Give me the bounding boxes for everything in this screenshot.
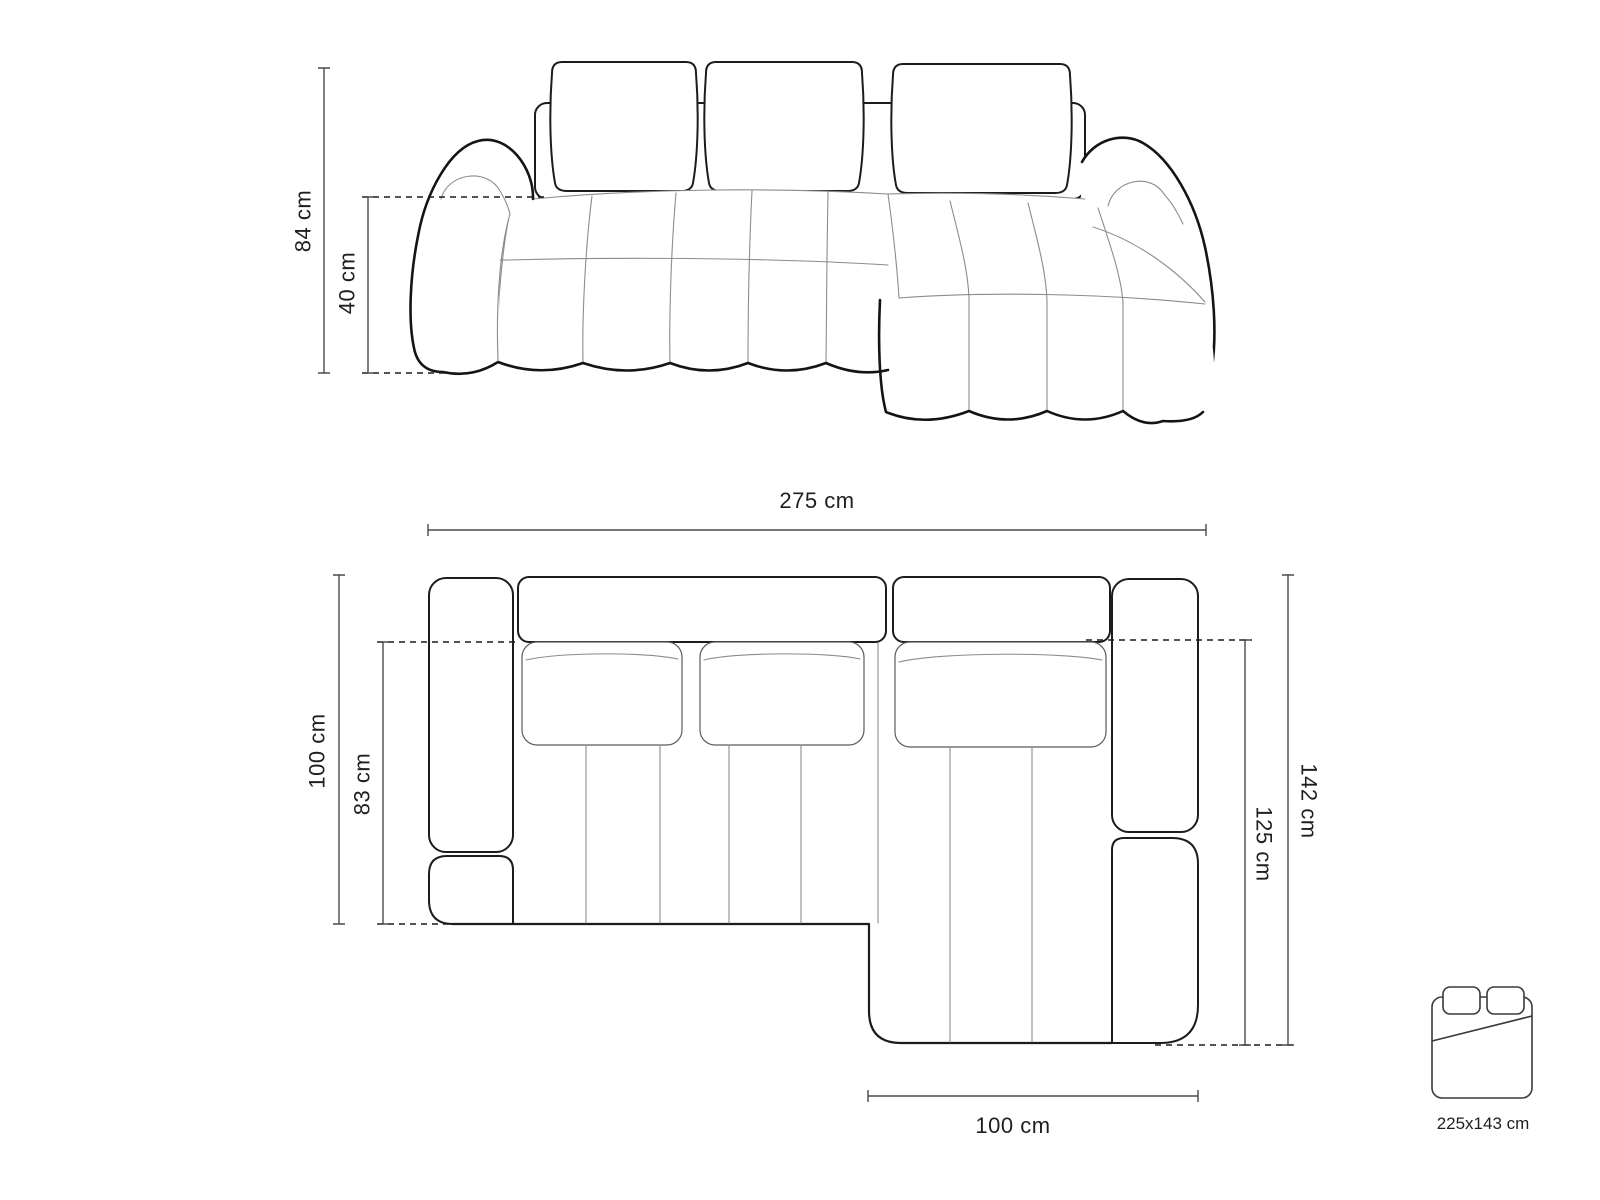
plan-chaise-outline (869, 924, 1112, 1043)
plan-backrest-right (893, 577, 1110, 642)
bed-pillow-left (1443, 987, 1480, 1014)
top-view (305, 488, 1322, 1138)
overall-width-dim-line (428, 524, 1206, 536)
overall-width-label: 275 cm (779, 488, 855, 513)
chaise-inner-label: 125 cm (1251, 806, 1277, 882)
seat-depth-dim-line (377, 642, 389, 924)
front-pillow-3 (891, 64, 1071, 193)
overall-height-label: 84 cm (290, 189, 316, 253)
plan-left-armrest-front (429, 856, 513, 924)
plan-right-armrest-upper (1112, 579, 1198, 832)
seat-depth-label: 83 cm (349, 752, 375, 816)
front-view (291, 62, 1215, 424)
overall-depth-label: 100 cm (304, 713, 330, 789)
front-pillow-2 (704, 62, 863, 191)
bed-pillow-right (1487, 987, 1524, 1014)
chaise-width-label: 100 cm (975, 1113, 1051, 1138)
overall-depth-dim-line (333, 575, 345, 924)
sleeping-area (1432, 987, 1532, 1133)
chaise-overall-dim-line (1282, 575, 1294, 1045)
seat-height-label: 40 cm (334, 251, 360, 315)
sleeping-area-size-label: 225x143 cm (1436, 1114, 1530, 1133)
plan-right-armrest-front (1112, 838, 1198, 1043)
front-seat-left (498, 190, 888, 374)
overall-height-dim-line (318, 68, 330, 373)
plan-backrest-left (518, 577, 886, 642)
plan-left-armrest-upper (429, 578, 513, 852)
chaise-inner-dim-line (1239, 640, 1251, 1045)
chaise-width-dim-line (868, 1090, 1198, 1102)
seat-height-dim-line (362, 197, 374, 373)
plan-seat-cushion-1 (522, 642, 682, 745)
front-pillow-1 (550, 62, 697, 191)
chaise-overall-label: 142 cm (1296, 763, 1322, 839)
plan-seat-cushion-2 (700, 642, 864, 745)
